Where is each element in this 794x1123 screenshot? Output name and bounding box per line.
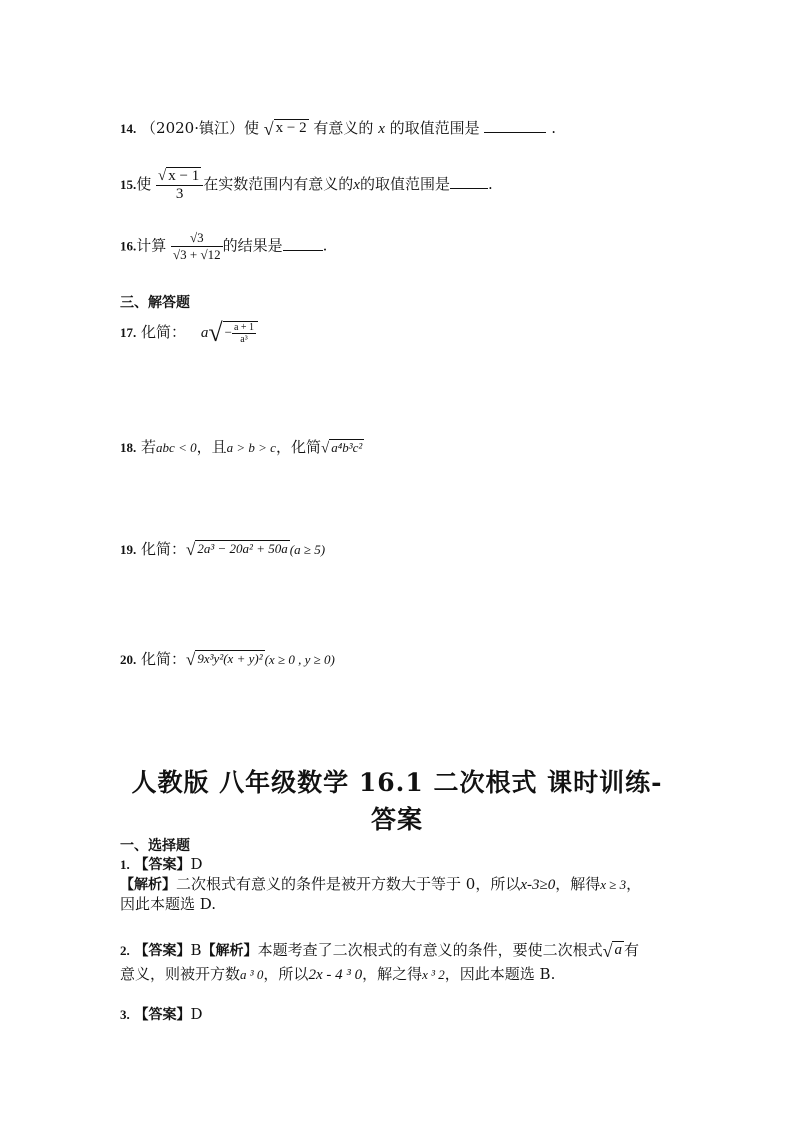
question-number: 15. [120, 177, 137, 193]
answer-number: 2. [120, 943, 130, 958]
answer-number: 1. [120, 857, 130, 872]
radical-expression: √ 2a³ − 20a² + 50a [186, 540, 288, 559]
section-heading: 一、选择题 [120, 838, 190, 854]
question-number: 14. [120, 121, 137, 136]
question-text: （2020·镇江）使 [141, 119, 259, 137]
radical-expression: √ a [602, 940, 622, 961]
answer-3: 3. 【答案】D [120, 1005, 203, 1023]
question-15: 15.使 $\frac{√ x - 1}{3}$ 在实数范围内有意义的x的取值范围是 . [120, 168, 493, 203]
fraction: $\frac{√ x - 1}{3}$ [156, 167, 203, 203]
question-number: 18. [120, 440, 137, 455]
answer-blank [450, 174, 488, 189]
question-19: 19. 化简：√ 2a³ − 20a² + 50a (a ≥ 5) [120, 540, 326, 559]
answer-2-line1: 2. 【答案】B【解析】本题考查了二次根式的有意义的条件，要使二次根式√ a 有 [120, 940, 639, 961]
radical-expression: √ a⁴b³c² [320, 439, 363, 457]
radical-expression: √ − $\frac{a + 1}{\text{a³}}$ [208, 318, 258, 348]
section-heading: 三、解答题 [120, 295, 190, 311]
answer-blank [484, 118, 546, 133]
answer-2-line2: 意义，则被开方数a ³ 0，所以2x - 4 ³ 0，解之得x ³ 2，因此本题选 B. [120, 965, 556, 983]
radical-expression: √ 9x³y²(x + y)² [186, 650, 263, 669]
question-14: 14. （2020·镇江）使 √ x − 2 有意义的 x 的取值范围是 . [120, 118, 557, 139]
answer-number: 3. [120, 1007, 130, 1022]
question-number: 19. [120, 542, 137, 557]
answer-1-analysis-line2: 因此本题选 D. [120, 895, 217, 913]
fraction: $\frac{√3}{√3 + √12}$ [173, 230, 221, 262]
radical-expression: √ x − 2 [263, 118, 307, 139]
question-16: 16.计算 $\frac{√3}{√3 + √12}$ 的结果是 . [120, 230, 328, 262]
question-number: 20. [120, 652, 137, 667]
answer-title-line1: 人教版 八年级数学 16.1 二次根式 课时训练- [131, 768, 663, 797]
question-18: 18. 若abc < 0，且a > b > c，化简√ a⁴b³c² [120, 438, 363, 457]
question-17: 17. 化简： a√ − $\frac{a + 1}{\text{a³}}$ [120, 318, 258, 348]
question-number: 17. [120, 325, 137, 340]
answer-1-analysis-line1: 【解析】二次根式有意义的条件是被开方数大于等于 0，所以x-3≥0，解得x ≥ 3， [120, 875, 642, 893]
question-20: 20. 化简：√ 9x³y²(x + y)² (x ≥ 0 , y ≥ 0) [120, 650, 335, 669]
answer-title-line2: 答案 [370, 805, 423, 834]
question-number: 16. [120, 238, 137, 254]
answer-1: 1. 【答案】D [120, 855, 203, 873]
answer-blank [283, 236, 323, 251]
